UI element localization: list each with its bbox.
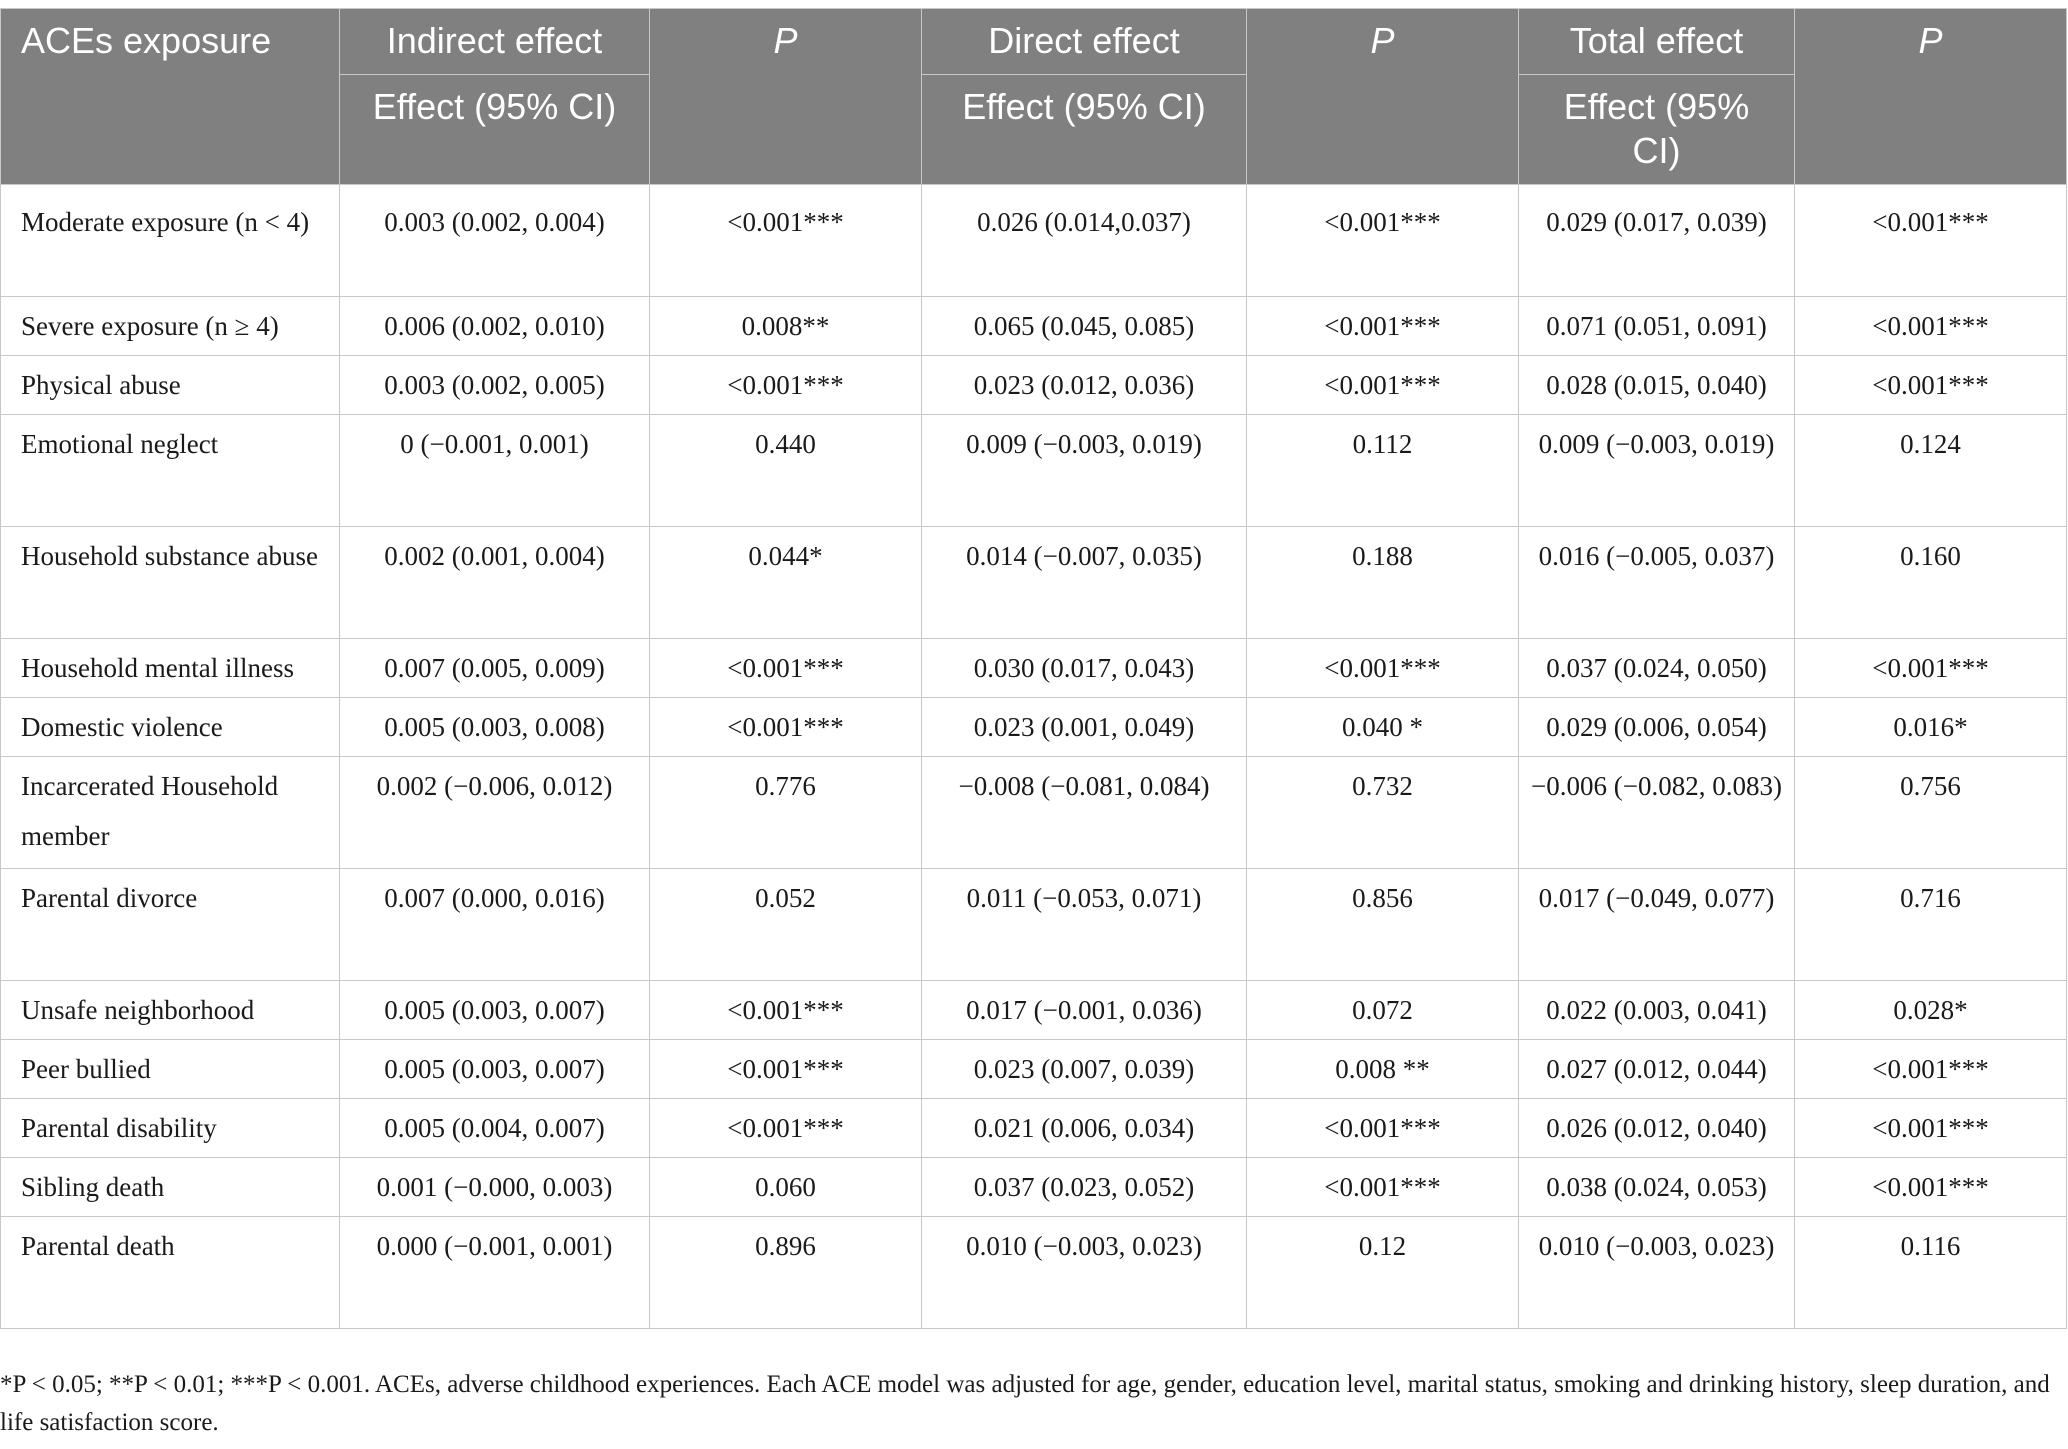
total-p-cell: 0.756 [1795,757,2067,869]
direct-effect-cell: 0.065 (0.045, 0.085) [922,297,1247,356]
total-effect-cell: 0.038 (0.024, 0.053) [1519,1158,1795,1217]
table-row [1,1099,2067,1158]
direct-effect-cell: −0.008 (−0.081, 0.084) [922,757,1247,869]
direct-p-cell: 0.12 [1247,1217,1519,1329]
indirect-effect-cell: 0.006 (0.002, 0.010) [340,297,650,356]
indirect-p-cell: <0.001*** [650,356,922,415]
total-effect-cell: 0.071 (0.051, 0.091) [1519,297,1795,356]
indirect-effect-cell: 0.003 (0.002, 0.004) [340,185,650,297]
direct-p-cell: 0.072 [1247,981,1519,1040]
subheader-direct-ci: Effect (95% CI) [922,75,1247,185]
direct-effect-cell: 0.017 (−0.001, 0.036) [922,981,1247,1040]
direct-effect-cell: 0.026 (0.014,0.037) [922,185,1247,297]
indirect-p-cell: <0.001*** [650,1099,922,1158]
total-effect-cell: 0.022 (0.003, 0.041) [1519,981,1795,1040]
header-direct-effect: Direct effect [922,9,1247,75]
total-effect-cell: 0.029 (0.017, 0.039) [1519,185,1795,297]
table-row [1,981,2067,1040]
table-row [1,527,2067,639]
subheader-indirect-ci: Effect (95% CI) [340,75,650,185]
total-p-cell: 0.124 [1795,415,2067,527]
direct-p-cell: 0.856 [1247,869,1519,981]
total-effect-cell: 0.016 (−0.005, 0.037) [1519,527,1795,639]
header-p-total [1795,9,2067,185]
total-p-cell: <0.001*** [1795,356,2067,415]
indirect-effect-cell: 0.007 (0.005, 0.009) [340,639,650,698]
mediation-effects-table [0,8,2067,1329]
total-effect-cell: 0.027 (0.012, 0.044) [1519,1040,1795,1099]
table-header [1,9,2067,185]
header-total-effect: Total effect [1519,9,1795,75]
indirect-effect-cell: 0.003 (0.002, 0.005) [340,356,650,415]
total-p-cell: <0.001*** [1795,1099,2067,1158]
direct-p-cell: <0.001*** [1247,185,1519,297]
indirect-effect-cell: 0.002 (−0.006, 0.012) [340,757,650,869]
total-p-cell: 0.028* [1795,981,2067,1040]
indirect-effect-cell: 0.000 (−0.001, 0.001) [340,1217,650,1329]
direct-p-cell: 0.732 [1247,757,1519,869]
indirect-p-cell: 0.052 [650,869,922,981]
total-p-cell: 0.160 [1795,527,2067,639]
total-effect-cell: −0.006 (−0.082, 0.083) [1519,757,1795,869]
aces-exposure-cell: Emotional neglect [1,415,340,527]
table-row [1,356,2067,415]
header-p-direct [1247,9,1519,185]
direct-effect-cell: 0.014 (−0.007, 0.035) [922,527,1247,639]
total-effect-cell: 0.028 (0.015, 0.040) [1519,356,1795,415]
direct-p-cell: 0.112 [1247,415,1519,527]
table-row [1,757,2067,869]
direct-p-cell: 0.188 [1247,527,1519,639]
direct-effect-cell: 0.023 (0.001, 0.049) [922,698,1247,757]
table-row [1,297,2067,356]
indirect-effect-cell: 0.005 (0.003, 0.007) [340,981,650,1040]
indirect-p-cell: 0.060 [650,1158,922,1217]
table-row [1,698,2067,757]
results-table-container [0,8,2066,1329]
direct-effect-cell: 0.030 (0.017, 0.043) [922,639,1247,698]
direct-effect-cell: 0.010 (−0.003, 0.023) [922,1217,1247,1329]
header-p-total-label: P [1918,20,1943,61]
direct-p-cell: <0.001*** [1247,1099,1519,1158]
header-indirect-effect: Indirect effect [340,9,650,75]
indirect-effect-cell: 0.005 (0.003, 0.008) [340,698,650,757]
indirect-p-cell: 0.044* [650,527,922,639]
total-effect-cell: 0.017 (−0.049, 0.077) [1519,869,1795,981]
indirect-p-cell: 0.008** [650,297,922,356]
subheader-total-ci: Effect (95% CI) [1519,75,1795,185]
header-p-direct-label: P [1370,20,1395,61]
aces-exposure-cell: Peer bullied [1,1040,340,1099]
header-p-indirect [650,9,922,185]
direct-p-cell: <0.001*** [1247,1158,1519,1217]
indirect-effect-cell: 0.007 (0.000, 0.016) [340,869,650,981]
direct-effect-cell: 0.009 (−0.003, 0.019) [922,415,1247,527]
table-body [1,185,2067,1329]
header-aces-exposure: ACEs exposure [1,9,340,185]
total-effect-cell: 0.009 (−0.003, 0.019) [1519,415,1795,527]
direct-p-cell: <0.001*** [1247,356,1519,415]
total-p-cell: <0.001*** [1795,1158,2067,1217]
indirect-effect-cell: 0.005 (0.003, 0.007) [340,1040,650,1099]
indirect-p-cell: 0.440 [650,415,922,527]
indirect-effect-cell: 0.002 (0.001, 0.004) [340,527,650,639]
indirect-effect-cell: 0 (−0.001, 0.001) [340,415,650,527]
table-row [1,1040,2067,1099]
indirect-p-cell: <0.001*** [650,698,922,757]
aces-exposure-cell: Parental disability [1,1099,340,1158]
total-p-cell: 0.016* [1795,698,2067,757]
indirect-p-cell: <0.001*** [650,981,922,1040]
aces-exposure-cell: Parental divorce [1,869,340,981]
direct-p-cell: <0.001*** [1247,297,1519,356]
table-row [1,1158,2067,1217]
aces-exposure-cell: Severe exposure (n ≥ 4) [1,297,340,356]
total-p-cell: <0.001*** [1795,297,2067,356]
aces-exposure-cell: Moderate exposure (n < 4) [1,185,340,297]
indirect-p-cell: 0.896 [650,1217,922,1329]
indirect-effect-cell: 0.001 (−0.000, 0.003) [340,1158,650,1217]
direct-effect-cell: 0.021 (0.006, 0.034) [922,1099,1247,1158]
table-row [1,639,2067,698]
total-p-cell: 0.716 [1795,869,2067,981]
aces-exposure-cell: Household substance abuse [1,527,340,639]
indirect-p-cell: 0.776 [650,757,922,869]
direct-effect-cell: 0.037 (0.023, 0.052) [922,1158,1247,1217]
direct-p-cell: 0.040 * [1247,698,1519,757]
header-row-1 [1,9,2067,75]
aces-exposure-cell: Household mental illness [1,639,340,698]
total-p-cell: <0.001*** [1795,639,2067,698]
table-row [1,185,2067,297]
direct-effect-cell: 0.023 (0.007, 0.039) [922,1040,1247,1099]
total-p-cell: <0.001*** [1795,1040,2067,1099]
indirect-p-cell: <0.001*** [650,185,922,297]
direct-effect-cell: 0.023 (0.012, 0.036) [922,356,1247,415]
header-p-indirect-label: P [773,20,798,61]
total-p-cell: 0.116 [1795,1217,2067,1329]
aces-exposure-cell: Physical abuse [1,356,340,415]
total-effect-cell: 0.010 (−0.003, 0.023) [1519,1217,1795,1329]
indirect-p-cell: <0.001*** [650,1040,922,1099]
table-row [1,869,2067,981]
direct-p-cell: <0.001*** [1247,639,1519,698]
aces-exposure-cell: Sibling death [1,1158,340,1217]
direct-p-cell: 0.008 ** [1247,1040,1519,1099]
total-effect-cell: 0.026 (0.012, 0.040) [1519,1099,1795,1158]
table-row [1,1217,2067,1329]
aces-exposure-cell: Parental death [1,1217,340,1329]
aces-exposure-cell: Unsafe neighborhood [1,981,340,1040]
total-p-cell: <0.001*** [1795,185,2067,297]
table-row [1,415,2067,527]
total-effect-cell: 0.037 (0.024, 0.050) [1519,639,1795,698]
table-footnote: *P < 0.05; **P < 0.01; ***P < 0.001. ACEs, adverse childhood experiences. Each ACE model was adjusted for age, gender, education level, marital status, smoking and drinking history, sleep duration, and life satisfaction score. [0,1371,2050,1436]
aces-exposure-cell: Domestic violence [1,698,340,757]
direct-effect-cell: 0.011 (−0.053, 0.071) [922,869,1247,981]
indirect-p-cell: <0.001*** [650,639,922,698]
indirect-effect-cell: 0.005 (0.004, 0.007) [340,1099,650,1158]
aces-exposure-cell: Incarcerated Household member [1,757,340,869]
total-effect-cell: 0.029 (0.006, 0.054) [1519,698,1795,757]
